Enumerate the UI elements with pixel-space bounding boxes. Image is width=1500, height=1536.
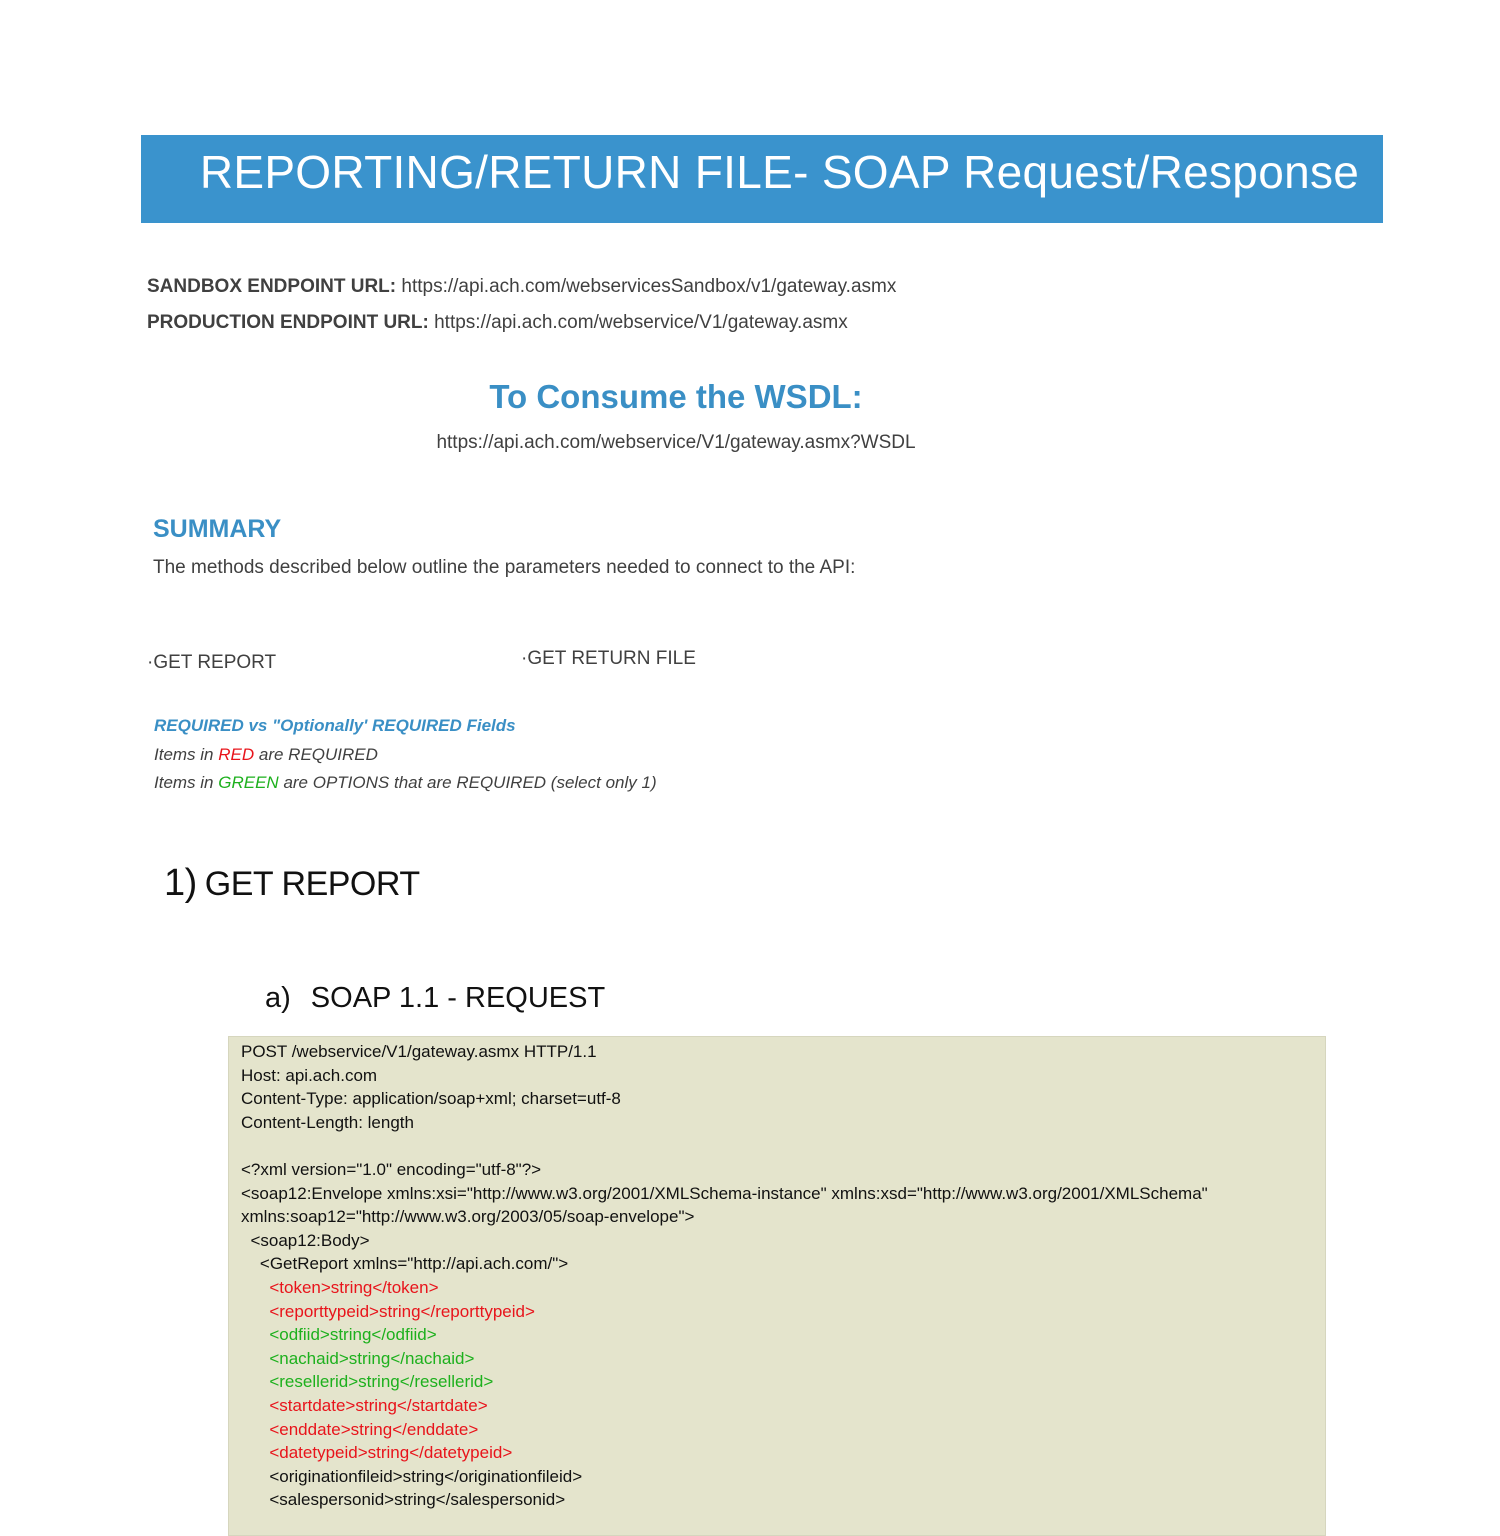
method-get-return-file: ·GET RETURN FILE bbox=[521, 648, 696, 669]
code-line-required: <startdate>string</startdate> bbox=[241, 1395, 488, 1415]
sandbox-endpoint-label: SANDBOX ENDPOINT URL: bbox=[147, 276, 397, 297]
code-block bbox=[228, 1036, 1326, 1536]
code-line-required: <datetypeid>string</datetypeid> bbox=[241, 1443, 513, 1463]
section-heading bbox=[164, 862, 420, 905]
legend-green bbox=[154, 773, 657, 793]
sandbox-endpoint-url: https://api.ach.com/webservicesSandbox/v1/gateway.asmx bbox=[401, 276, 897, 297]
legend-red-prefix: Items in bbox=[154, 745, 219, 764]
code-line: Content-Length: length bbox=[241, 1112, 414, 1132]
code-line-option: <odfiid>string</odfiid> bbox=[241, 1325, 437, 1345]
subsection-heading bbox=[265, 982, 605, 1015]
summary-heading: SUMMARY bbox=[153, 515, 282, 543]
code-line: POST /webservice/V1/gateway.asmx HTTP/1.1 bbox=[241, 1042, 597, 1061]
code-line-option: <resellerid>string</resellerid> bbox=[241, 1372, 494, 1392]
code-line: <originationfileid>string</originationfileid> bbox=[241, 1466, 583, 1486]
legend-red-suffix: are REQUIRED bbox=[254, 745, 378, 764]
code-line-required: <token>string</token> bbox=[241, 1277, 439, 1297]
code-line-required: <enddate>string</enddate> bbox=[241, 1419, 479, 1439]
required-fields-heading: REQUIRED vs "Optionally' REQUIRED Fields bbox=[154, 716, 516, 735]
code-line: <?xml version="1.0" encoding="utf-8"?> bbox=[241, 1159, 542, 1179]
wsdl-url: https://api.ach.com/webservice/V1/gateway.asmx?WSDL bbox=[436, 432, 916, 453]
subsection-letter: a) bbox=[265, 982, 291, 1014]
code-line: <salespersonid>string</salespersonid> bbox=[241, 1490, 566, 1510]
legend-red bbox=[154, 745, 378, 765]
code-line: <soap12:Envelope xmlns:xsi="http://www.w3.org/2001/XMLSchema-instance" xmlns:xsd="http://www.w3.org/2001/XMLSchema" bbox=[241, 1183, 1208, 1203]
page-title: REPORTING/RETURN FILE- SOAP Request/Response bbox=[141, 135, 1383, 223]
legend-red-word: RED bbox=[218, 745, 255, 764]
code-line-option: <nachaid>string</nachaid> bbox=[241, 1348, 475, 1368]
legend-green-prefix: Items in bbox=[154, 773, 219, 792]
method-get-report: ·GET REPORT bbox=[147, 652, 277, 673]
sandbox-endpoint bbox=[147, 276, 896, 298]
production-endpoint-url: https://api.ach.com/webservice/V1/gateway.asmx bbox=[434, 312, 848, 333]
code-line: <soap12:Body> bbox=[241, 1230, 370, 1250]
summary-text: The methods described below outline the parameters needed to connect to the API: bbox=[153, 557, 856, 578]
section-number: 1) bbox=[164, 862, 197, 904]
legend-green-word: GREEN bbox=[218, 773, 279, 792]
code-line: xmlns:soap12="http://www.w3.org/2003/05/soap-envelope"> bbox=[241, 1207, 695, 1227]
production-endpoint-label: PRODUCTION ENDPOINT URL: bbox=[147, 312, 429, 333]
code-line: Content-Type: application/soap+xml; charset=utf-8 bbox=[241, 1089, 621, 1109]
section-title: GET REPORT bbox=[204, 865, 420, 903]
code-line: <GetReport xmlns="http://api.ach.com/"> bbox=[241, 1254, 569, 1274]
code-line: Host: api.ach.com bbox=[241, 1065, 378, 1085]
code-line bbox=[241, 1134, 1325, 1158]
subsection-title: SOAP 1.1 - REQUEST bbox=[310, 982, 606, 1014]
production-endpoint bbox=[147, 312, 848, 334]
legend-green-suffix: are OPTIONS that are REQUIRED (select only 1) bbox=[278, 773, 657, 792]
code-line-required: <reporttypeid>string</reporttypeid> bbox=[241, 1301, 535, 1321]
wsdl-heading: To Consume the WSDL: bbox=[489, 378, 863, 415]
